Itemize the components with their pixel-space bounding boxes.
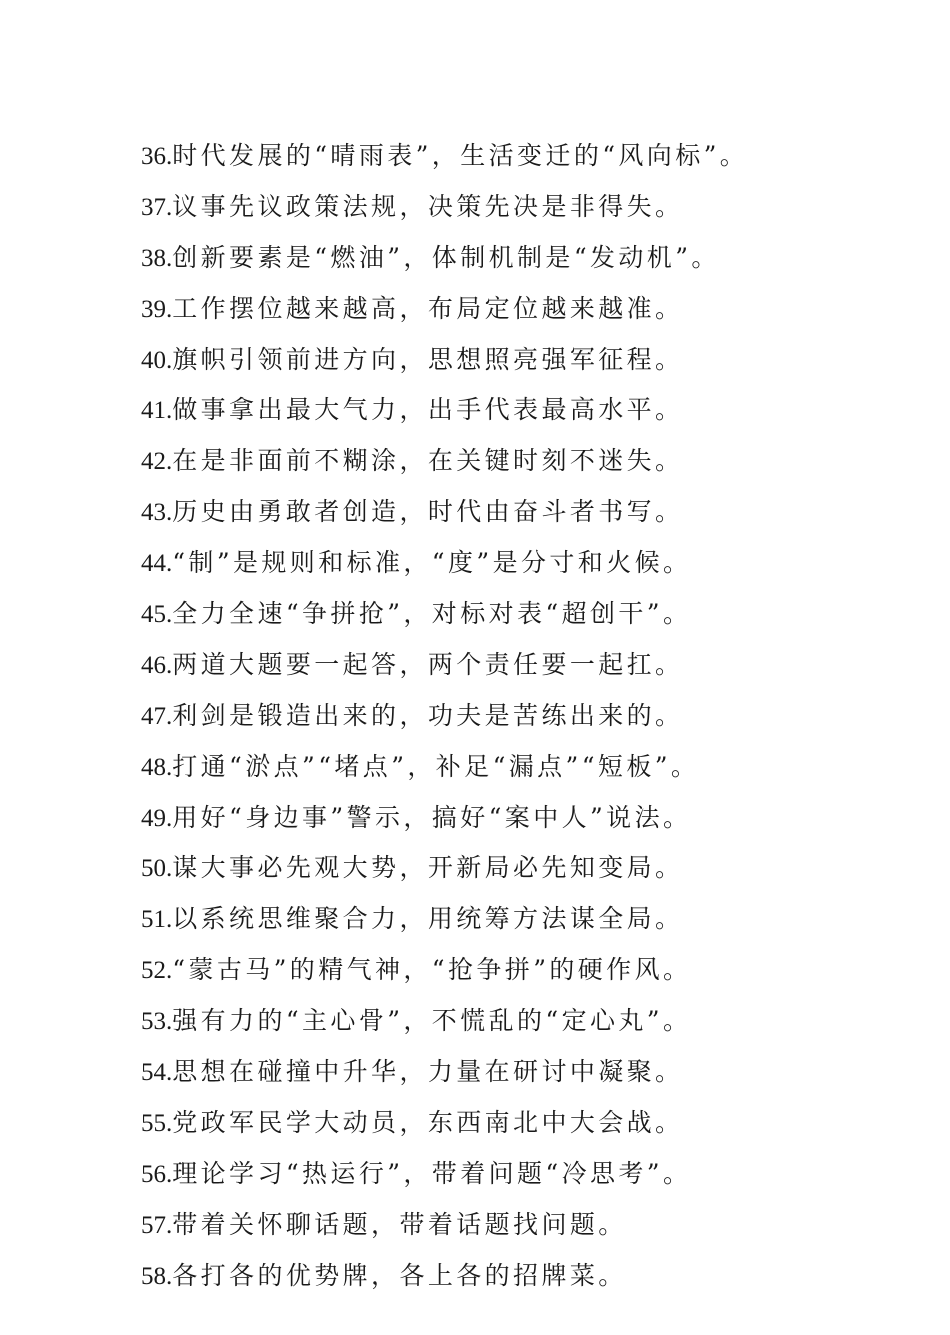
item-number: 37. bbox=[141, 193, 173, 221]
item-number: 41. bbox=[141, 397, 173, 425]
item-text: 工作摆位越来越高，布局定位越来越准。 bbox=[172, 293, 684, 323]
item-text: 用好“身边事”警示，搞好“案中人”说法。 bbox=[172, 802, 692, 832]
item-text: 创新要素是“燃油”，体制机制是“发动机”。 bbox=[172, 242, 720, 272]
item-number: 51. bbox=[141, 906, 173, 934]
item-number: 54. bbox=[141, 1059, 173, 1087]
item-number: 56. bbox=[141, 1160, 173, 1188]
list-item bbox=[141, 1000, 748, 1051]
item-number: 53. bbox=[141, 1008, 173, 1036]
list-item bbox=[141, 593, 748, 644]
list-item bbox=[141, 542, 748, 593]
item-number: 57. bbox=[141, 1211, 173, 1239]
item-number: 48. bbox=[141, 753, 173, 781]
item-number: 42. bbox=[141, 448, 173, 476]
list-item bbox=[141, 1051, 748, 1102]
list-item bbox=[141, 1102, 748, 1153]
list-item bbox=[141, 186, 748, 237]
list-item bbox=[141, 440, 748, 491]
list-item bbox=[141, 898, 748, 949]
item-text: 旗帜引领前进方向，思想照亮强军征程。 bbox=[172, 344, 684, 374]
item-text: 党政军民学大动员，东西南北中大会战。 bbox=[172, 1107, 684, 1137]
item-text: “蒙古马”的精气神，“抢争拼”的硬作风。 bbox=[172, 955, 692, 985]
item-text: 理论学习“热运行”，带着问题“冷思考”。 bbox=[172, 1158, 692, 1188]
item-number: 43. bbox=[141, 499, 173, 527]
item-number: 45. bbox=[141, 601, 173, 629]
list-item bbox=[141, 644, 748, 695]
item-text: 历史由勇敢者创造，时代由奋斗者书写。 bbox=[172, 497, 684, 527]
item-number: 58. bbox=[141, 1262, 173, 1290]
item-number: 55. bbox=[141, 1109, 173, 1137]
list-item bbox=[141, 847, 748, 898]
list-item bbox=[141, 135, 748, 186]
list-item bbox=[141, 1153, 748, 1204]
item-text: 利剑是锻造出来的，功夫是苦练出来的。 bbox=[172, 700, 684, 730]
item-text: 各打各的优势牌，各上各的招牌菜。 bbox=[172, 1260, 627, 1290]
list-item bbox=[141, 389, 748, 440]
item-text: 时代发展的“晴雨表”，生活变迁的“风向标”。 bbox=[172, 141, 749, 170]
item-text: 以系统思维聚合力，用统筹方法谋全局。 bbox=[172, 904, 684, 934]
item-number: 47. bbox=[141, 702, 173, 730]
list-item bbox=[141, 339, 748, 390]
item-text: 在是非面前不糊涂，在关键时刻不迷失。 bbox=[172, 446, 684, 476]
list-item bbox=[141, 1204, 748, 1255]
item-text: 谋大事必先观大势，开新局必先知变局。 bbox=[172, 853, 684, 883]
list-item bbox=[141, 491, 748, 542]
item-text: 两道大题要一起答，两个责任要一起扛。 bbox=[172, 649, 684, 679]
list-item bbox=[141, 949, 748, 1000]
item-text: 打通“淤点”“堵点”，补足“漏点”“短板”。 bbox=[172, 751, 700, 781]
item-number: 39. bbox=[141, 295, 173, 323]
item-number: 49. bbox=[141, 804, 173, 832]
list-item bbox=[141, 1255, 748, 1306]
item-text: “制”是规则和标准，“度”是分寸和火候。 bbox=[172, 548, 692, 578]
list-item bbox=[141, 237, 748, 288]
list-item bbox=[141, 288, 748, 339]
item-text: 思想在碰撞中升华，力量在研讨中凝聚。 bbox=[172, 1057, 684, 1087]
list-item bbox=[141, 695, 748, 746]
item-number: 52. bbox=[141, 957, 173, 985]
item-number: 38. bbox=[141, 244, 173, 272]
item-text: 全力全速“争拼抢”，对标对表“超创干”。 bbox=[172, 599, 692, 629]
item-number: 36. bbox=[141, 143, 173, 170]
slogan-list bbox=[141, 135, 748, 1305]
item-text: 强有力的“主心骨”，不慌乱的“定心丸”。 bbox=[172, 1006, 692, 1036]
list-item bbox=[141, 797, 748, 848]
item-number: 40. bbox=[141, 346, 173, 374]
item-number: 44. bbox=[141, 550, 173, 578]
item-number: 46. bbox=[141, 651, 173, 679]
item-number: 50. bbox=[141, 855, 173, 883]
item-text: 议事先议政策法规，决策先决是非得失。 bbox=[172, 191, 684, 221]
item-text: 带着关怀聊话题，带着话题找问题。 bbox=[172, 1209, 627, 1239]
item-text: 做事拿出最大气力，出手代表最高水平。 bbox=[172, 395, 684, 425]
list-item bbox=[141, 746, 748, 797]
